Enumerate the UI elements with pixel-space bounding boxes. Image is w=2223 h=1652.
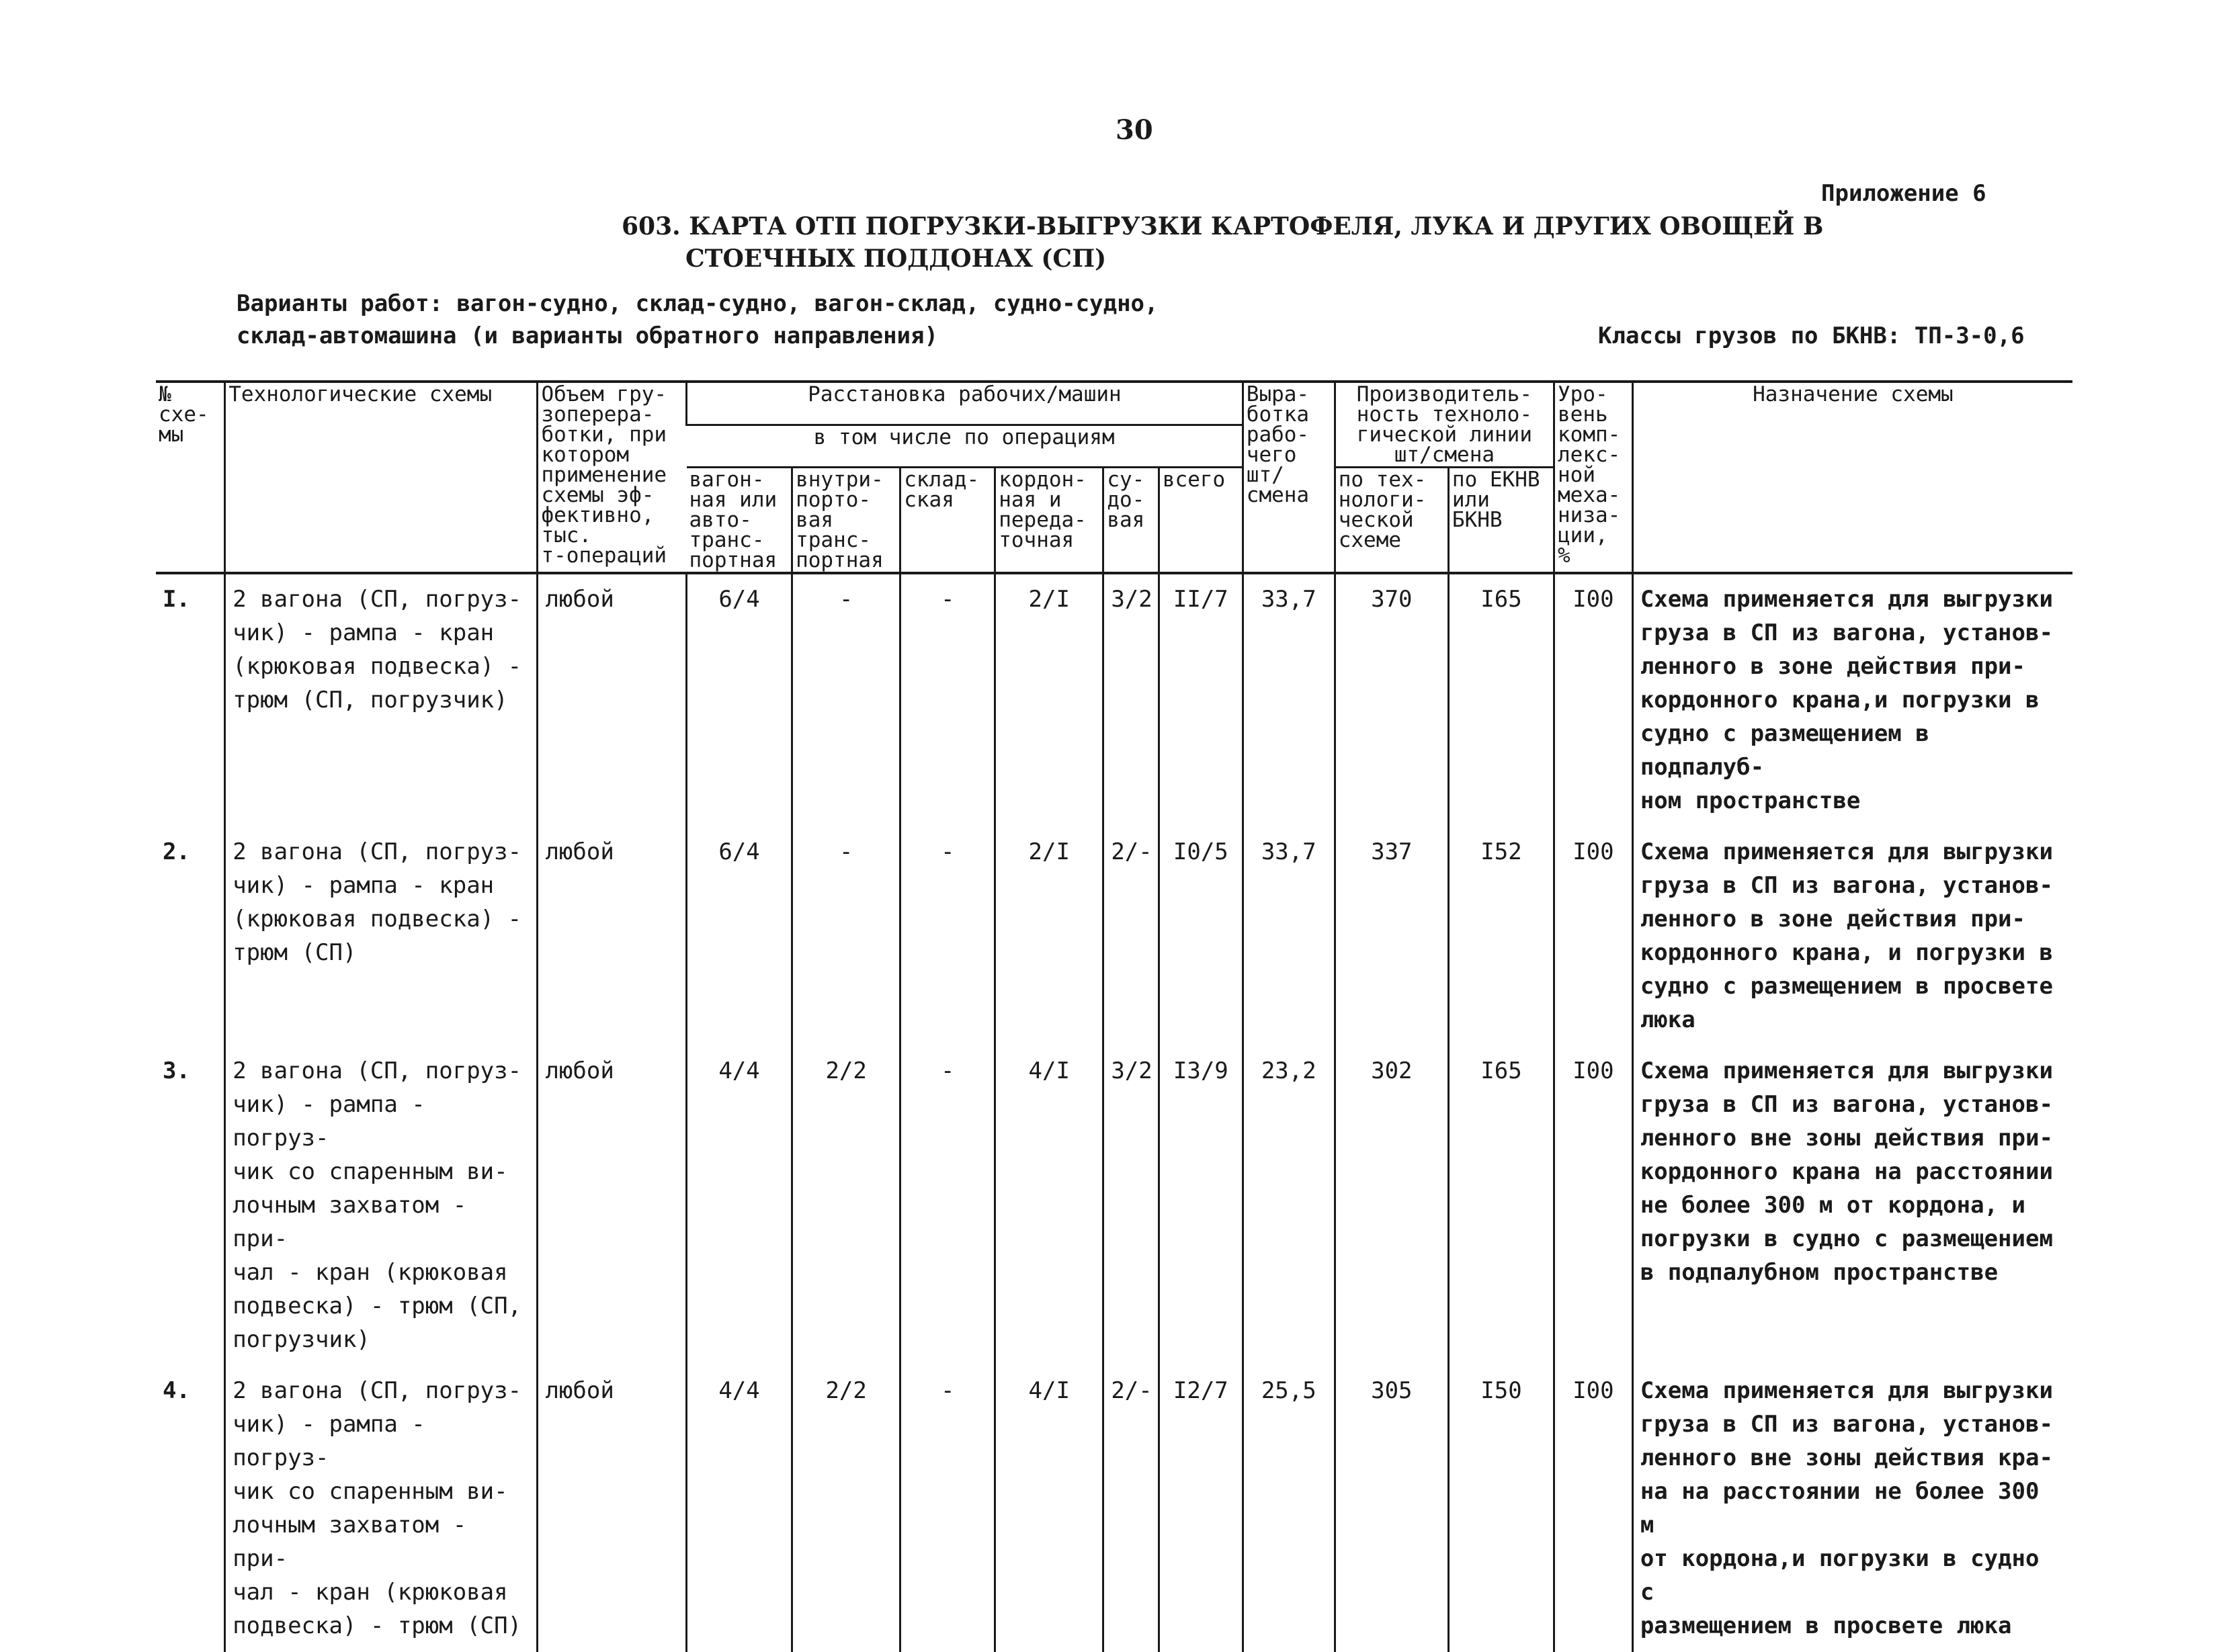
- table-row: [156, 573, 2072, 827]
- row-storage: -: [900, 1046, 995, 1366]
- header-output: Выра- ботка рабо- чего шт/ смена: [1243, 382, 1335, 573]
- header-by-scheme: по тех- нологи- ческой схеме: [1335, 468, 1448, 574]
- header-placement: Расстановка рабочих/машин: [687, 382, 1243, 425]
- document-title-line-1: 603. КАРТА ОТП ПОГРУЗКИ-ВЫГРУЗКИ КАРТОФЕЛЯ, ЛУКА И ДРУГИХ ОВОЩЕЙ В: [622, 212, 1824, 241]
- row-by-scheme: 370: [1335, 573, 1448, 827]
- table-row: [156, 1046, 2072, 1366]
- row-no: I.: [163, 586, 190, 613]
- header-by-ekhnv: по ЕКНВ или БКНВ: [1448, 468, 1554, 574]
- row-no: 4.: [163, 1377, 190, 1404]
- row-inport: -: [792, 573, 900, 827]
- row-quay: 2/I: [995, 827, 1103, 1046]
- row-quay: 2/I: [995, 573, 1103, 827]
- row-inport: -: [792, 827, 900, 1046]
- row-output: 23,2: [1243, 1046, 1335, 1366]
- row-scheme: 2 вагона (СП, погруз- чик) - рампа - кран (крюковая подвеска) - трюм (СП): [225, 827, 538, 1046]
- row-by-scheme: 337: [1335, 827, 1448, 1046]
- row-mech: I00: [1554, 1046, 1633, 1366]
- row-purpose: Схема применяется для выгрузки груза в СП из вагона, установ- ленного в зоне действия при- кордонного крана, и погрузки в судно с размещением в просвете люка: [1632, 827, 2072, 1046]
- row-wagon: 6/4: [687, 573, 792, 827]
- row-output: 25,5: [1243, 1366, 1335, 1652]
- document-title-line-2: СТОЕЧНЫХ ПОДДОНАХ (СП): [685, 245, 1107, 273]
- cargo-classes: Классы грузов по БКНВ: ТП-3-0,6: [1598, 322, 2025, 349]
- row-volume: любой: [538, 1046, 687, 1366]
- row-total: I0/5: [1159, 827, 1243, 1046]
- header-scheme: Технологические схемы: [225, 382, 538, 573]
- table-row: [156, 827, 2072, 1046]
- row-ship: 3/2: [1103, 573, 1159, 827]
- otp-table: [156, 380, 2072, 1652]
- row-storage: -: [900, 573, 995, 827]
- row-total: I3/9: [1159, 1046, 1243, 1366]
- row-no: 3.: [163, 1057, 190, 1084]
- row-output: 33,7: [1243, 573, 1335, 827]
- row-by-ekhnv: I52: [1448, 827, 1554, 1046]
- row-purpose: Схема применяется для выгрузки груза в СП из вагона, установ- ленного вне зоны действия при- кордонного крана на расстоянии не более 300 м от кордона, и погрузки в судно с размещением в подпалубном пространстве: [1632, 1046, 2072, 1366]
- row-output: 33,7: [1243, 827, 1335, 1046]
- header-no: № схе- мы: [156, 382, 225, 573]
- header-productivity: Производитель- ность техноло- гической линии шт/смена: [1335, 382, 1554, 468]
- header-volume: Объем гру- зоперера- ботки, при котором применение схемы эф- фективно, тыс. т-операций: [538, 382, 687, 573]
- row-wagon: 4/4: [687, 1046, 792, 1366]
- row-by-ekhnv: I65: [1448, 573, 1554, 827]
- page-number: 30: [1116, 114, 1153, 146]
- row-ship: 2/-: [1103, 1366, 1159, 1652]
- row-mech: I00: [1554, 573, 1633, 827]
- row-no: 2.: [163, 838, 190, 865]
- row-volume: любой: [538, 573, 687, 827]
- header-mech-level: Уро- вень комп- лекс- ной меха- низа- ции, %: [1554, 382, 1633, 573]
- header-by-operations: в том числе по операциям: [687, 425, 1243, 467]
- header-row-1: [156, 382, 2072, 425]
- row-ship: 3/2: [1103, 1046, 1159, 1366]
- header-wagon: вагон- ная или авто- транс- портная: [687, 468, 792, 574]
- row-mech: I00: [1554, 827, 1633, 1046]
- row-by-scheme: 305: [1335, 1366, 1448, 1652]
- appendix-label: Приложение 6: [1821, 180, 1986, 207]
- row-scheme: 2 вагона (СП, погруз- чик) - рампа - погруз- чик со спаренным ви- лочным захватом - при- чал - кран (крюковая подвеска) - трюм (СП, погрузчик): [225, 1046, 538, 1366]
- row-volume: любой: [538, 827, 687, 1046]
- row-by-scheme: 302: [1335, 1046, 1448, 1366]
- row-scheme: 2 вагона (СП, погруз- чик) - рампа - кран (крюковая подвеска) - трюм (СП, погрузчик): [225, 573, 538, 827]
- row-inport: 2/2: [792, 1046, 900, 1366]
- row-mech: I00: [1554, 1366, 1633, 1652]
- table-row: [156, 1366, 2072, 1652]
- row-wagon: 6/4: [687, 827, 792, 1046]
- row-storage: -: [900, 1366, 995, 1652]
- header-total: всего: [1159, 468, 1243, 574]
- row-volume: любой: [538, 1366, 687, 1652]
- row-by-ekhnv: I65: [1448, 1046, 1554, 1366]
- header-inport: внутри- порто- вая транс- портная: [792, 468, 900, 574]
- row-quay: 4/I: [995, 1046, 1103, 1366]
- row-inport: 2/2: [792, 1366, 900, 1652]
- row-quay: 4/I: [995, 1366, 1103, 1652]
- row-total: II/7: [1159, 573, 1243, 827]
- row-total: I2/7: [1159, 1366, 1243, 1652]
- row-purpose: Схема применяется для выгрузки груза в СП из вагона, установ- ленного вне зоны действия кра- на на расстоянии не более 300 м от кордона,и погрузки в судно с размещением в просвете люка: [1632, 1366, 2072, 1652]
- row-storage: -: [900, 827, 995, 1046]
- header-quay: кордон- ная и переда- точная: [995, 468, 1103, 574]
- row-scheme: 2 вагона (СП, погруз- чик) - рампа - погруз- чик со спаренным ви- лочным захватом - при- чал - кран (крюковая подвеска) - трюм (СП): [225, 1366, 538, 1652]
- row-wagon: 4/4: [687, 1366, 792, 1652]
- row-ship: 2/-: [1103, 827, 1159, 1046]
- row-purpose: Схема применяется для выгрузки груза в СП из вагона, установ- ленного в зоне действия при- кордонного крана,и погрузки в судно с размещением в подпалуб- ном пространстве: [1632, 573, 2072, 827]
- work-variants-line-1: Варианты работ: вагон-судно, склад-судно, вагон-склад, судно-судно,: [237, 290, 1159, 317]
- header-purpose: Назначение схемы: [1632, 382, 2072, 573]
- header-ship: су- до- вая: [1103, 468, 1159, 574]
- row-by-ekhnv: I50: [1448, 1366, 1554, 1652]
- header-storage: склад- ская: [900, 468, 995, 574]
- work-variants-line-2: склад-автомашина (и варианты обратного направления): [237, 322, 938, 349]
